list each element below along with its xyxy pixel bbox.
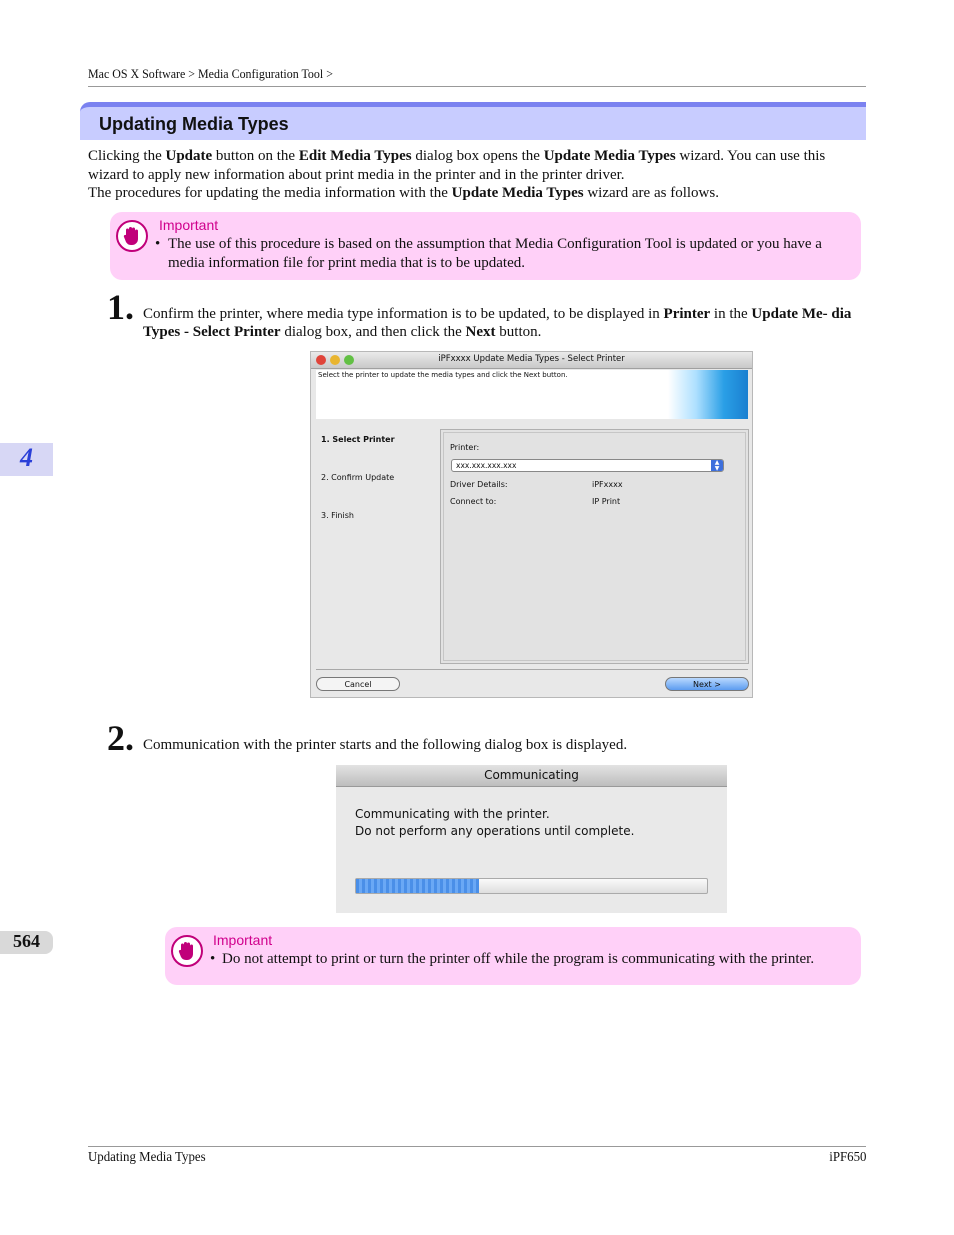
media-graphic-icon xyxy=(668,370,748,419)
communicating-dialog xyxy=(336,765,727,913)
zoom-window-button[interactable] xyxy=(344,355,354,365)
select-printer-dialog xyxy=(310,351,753,698)
text-run: wizard. You can use this wizard to apply new information about print media in the printer and in the printer driver. xyxy=(88,148,826,183)
connect-to-value: IP Print xyxy=(592,497,621,506)
text-run: The procedures for updating the media information with the xyxy=(88,185,452,201)
step-1-text xyxy=(143,305,859,341)
important-note-1 xyxy=(110,212,861,280)
driver-details-label: Driver Details: xyxy=(450,480,508,489)
chapter-tab xyxy=(0,443,53,476)
bold-term: Next xyxy=(465,324,496,340)
dialog-header xyxy=(316,370,748,419)
step-number-2: 2. xyxy=(107,718,134,758)
important-title: Important xyxy=(213,932,273,948)
intro-paragraph-2 xyxy=(88,184,866,203)
important-title: Important xyxy=(159,217,219,233)
bold-term: Printer xyxy=(663,306,711,322)
bullet: • xyxy=(155,236,161,252)
nav-step-finish: 3. Finish xyxy=(321,511,354,520)
next-button[interactable]: Next > xyxy=(665,677,749,691)
printer-select-value: xxx.xxx.xxx.xxx xyxy=(456,461,517,470)
communicating-message-1: Communicating with the printer. xyxy=(355,807,550,821)
communicating-title: Communicating xyxy=(336,765,727,787)
text-run: in the xyxy=(710,306,752,322)
page-number: 564 xyxy=(13,931,40,951)
bold-term: Update xyxy=(165,148,213,164)
important-note-2 xyxy=(165,927,861,985)
communicating-message-2: Do not perform any operations until complete. xyxy=(355,824,635,838)
dialog-separator xyxy=(316,669,748,670)
bold-term: Update Media Types xyxy=(543,148,676,164)
step-number-1: 1. xyxy=(107,287,134,327)
page-number-tab xyxy=(0,931,53,954)
bold-term: Update Media Types xyxy=(451,185,584,201)
text-run: wizard are as follows. xyxy=(583,185,719,201)
bold-term: Edit Media Types xyxy=(298,148,412,164)
footer-rule xyxy=(88,1146,866,1147)
connect-to-label: Connect to: xyxy=(450,497,497,506)
text-run: button on the xyxy=(212,148,299,164)
important-text: The use of this procedure is based on the assumption that Media Configuration Tool is updated or you have a media information file for print media that is to be updated. xyxy=(168,236,822,271)
select-arrows-icon: ▲ ▼ xyxy=(711,460,723,471)
printer-label: Printer: xyxy=(450,443,480,452)
footer-right: iPF650 xyxy=(828,1150,866,1165)
cancel-button[interactable]: Cancel xyxy=(316,677,400,691)
text-run: dialog box opens the xyxy=(411,148,544,164)
intro-paragraph-1 xyxy=(88,147,866,184)
nav-step-select-printer: 1. Select Printer xyxy=(321,435,395,444)
printer-select[interactable] xyxy=(451,459,724,472)
close-window-button[interactable] xyxy=(316,355,326,365)
important-text: Do not attempt to print or turn the printer off while the program is communicating with the printer. xyxy=(222,951,815,967)
text-run: dialog box, and then click the xyxy=(280,324,466,340)
dialog-instruction: Select the printer to update the media types and click the Next button. xyxy=(318,371,568,379)
step-2-text: Communication with the printer starts and the following dialog box is displayed. xyxy=(143,737,628,753)
footer-left: Updating Media Types xyxy=(88,1150,206,1165)
text-run: Clicking the xyxy=(88,148,166,164)
nav-step-confirm-update: 2. Confirm Update xyxy=(321,473,395,482)
text-run: button. xyxy=(495,324,542,340)
important-hand-icon xyxy=(171,935,203,967)
chapter-number: 4 xyxy=(20,443,33,472)
dialog-titlebar xyxy=(311,352,752,369)
dialog-title: iPFxxxx Update Media Types - Select Printer xyxy=(438,354,625,364)
driver-details-value: iPFxxxx xyxy=(592,480,623,489)
header-rule xyxy=(88,86,866,87)
bullet: • xyxy=(210,951,216,967)
minimize-window-button[interactable] xyxy=(330,355,340,365)
important-hand-icon xyxy=(116,220,148,252)
text-run: Confirm the printer, where media type information is to be updated, to be displayed in xyxy=(143,306,664,322)
progress-bar xyxy=(355,878,708,894)
progress-fill xyxy=(356,879,479,893)
breadcrumb: Mac OS X Software > Media Configuration Tool > xyxy=(88,66,333,81)
section-title-bar xyxy=(80,102,866,140)
bold-term: Update Me- dia Types - Select Printer xyxy=(143,306,852,340)
section-title: Updating Media Types xyxy=(99,114,289,134)
